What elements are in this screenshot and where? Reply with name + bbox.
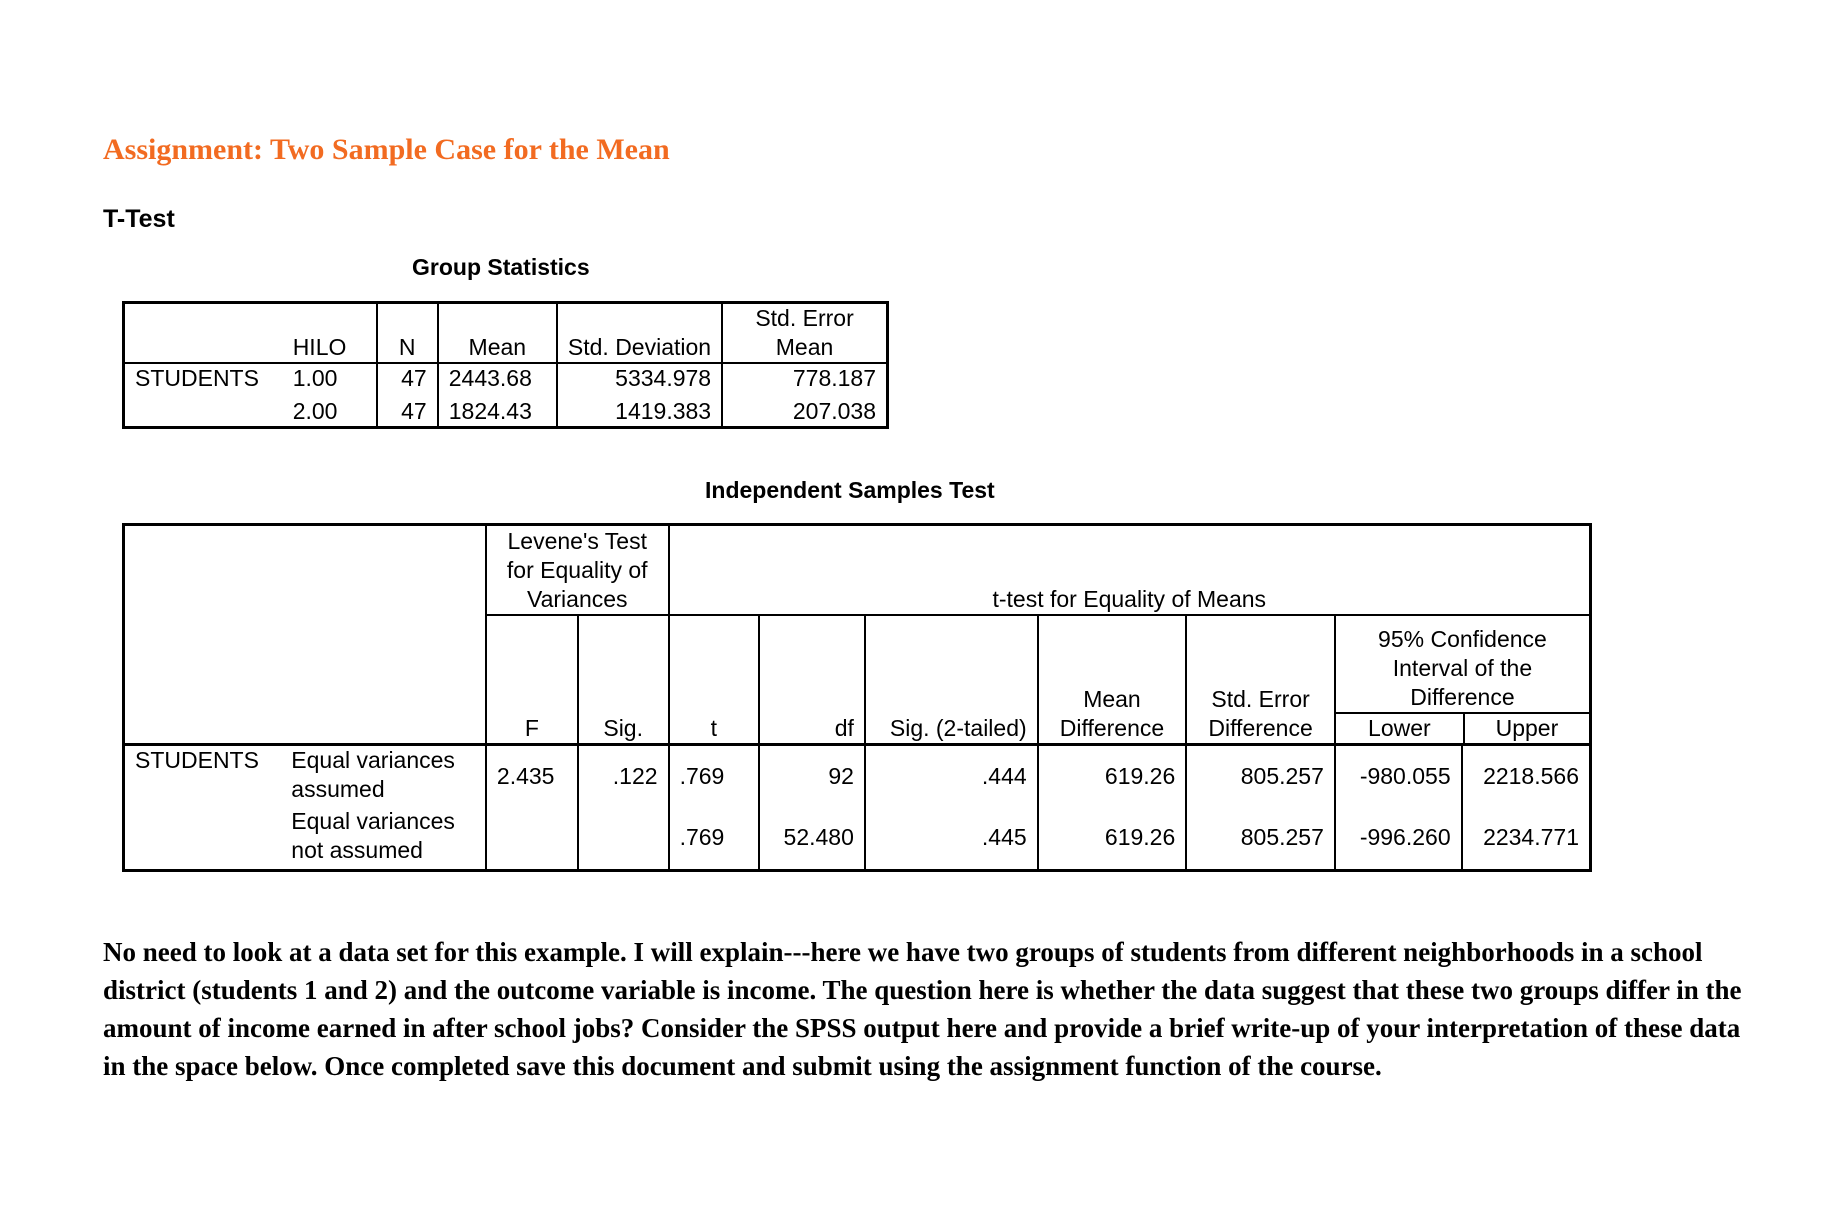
ci-lower-value: -980.055 [1335, 745, 1462, 807]
hilo-header: HILO [283, 303, 377, 364]
std-error-difference-header-line1: Std. Error [1211, 686, 1310, 712]
levene-header [486, 525, 669, 615]
std-error-difference-value: 805.257 [1186, 745, 1335, 807]
f-value: 2.435 [486, 745, 578, 807]
group-stats-header-row [124, 303, 888, 364]
group-statistics-caption: Group Statistics [412, 254, 590, 280]
n-header: N [377, 303, 438, 364]
indep-header-row-1 [124, 525, 1591, 615]
confidence-interval-header [1335, 615, 1591, 745]
df-value: 52.480 [759, 807, 865, 871]
std-error-mean-header [722, 303, 887, 364]
std-error-mean-value: 207.038 [722, 393, 887, 427]
t-header: t [669, 615, 760, 745]
ci-header-line1: 95% Confidence [1378, 626, 1547, 652]
indep-header-row-2 [124, 615, 1591, 745]
mean-value: 2443.68 [438, 363, 557, 393]
df-header: df [759, 615, 865, 745]
n-value: 47 [377, 363, 438, 393]
group-value: 2.00 [292, 397, 338, 424]
table-row [124, 807, 1591, 871]
mean-difference-header-line2: Difference [1059, 715, 1165, 741]
mean-difference-value: 619.26 [1038, 807, 1187, 871]
table-row [124, 363, 888, 393]
levene-header-line2: for Equality of [506, 556, 648, 583]
equal-variances-not-assumed-label [281, 807, 486, 871]
ci-upper-value: 2218.566 [1462, 745, 1591, 807]
df-value: 92 [759, 745, 865, 807]
ttest-heading: T-Test [103, 205, 175, 233]
mean-value: 1824.43 [438, 393, 557, 427]
ci-header-line3: Difference [1336, 683, 1589, 714]
sig-2-tailed-header: Sig. (2-tailed) [865, 615, 1038, 745]
sig-value: .122 [578, 745, 669, 807]
std-deviation-value: 1419.383 [557, 393, 722, 427]
independent-samples-caption: Independent Samples Test [705, 477, 995, 503]
std-error-mean-header-line2: Mean [775, 334, 834, 360]
group-value: 1.00 [292, 365, 338, 391]
t-value: .769 [669, 745, 760, 807]
sig-value-empty [578, 807, 669, 871]
sig-2-tailed-value: .444 [865, 745, 1038, 807]
n-value: 47 [377, 393, 438, 427]
f-value-empty [486, 807, 578, 871]
lower-header: Lower [1368, 715, 1431, 741]
students-row-label: STUDENTS [135, 365, 259, 391]
mean-difference-header [1038, 615, 1187, 745]
mean-difference-header-line1: Mean [1083, 686, 1141, 712]
assignment-title: Assignment: Two Sample Case for the Mean [103, 133, 670, 166]
std-error-mean-header-line1: Std. Error [755, 305, 854, 331]
mean-difference-value: 619.26 [1038, 745, 1187, 807]
sig-2-tailed-value: .445 [865, 807, 1038, 871]
instructions-paragraph: No need to look at a data set for this example. I will explain---here we have two groups of students from different neighborhoods in a school district (students 1 and 2) and the outcome variable is income. The question here is whether the data suggest that these two groups differ in the amount of income earned in after school jobs? Consider the SPSS output here and provide a brief write-up of your interpretation of these data in the space below. Once completed save this document and submit using the assignment function of the course. [103, 937, 1742, 1081]
std-deviation-value: 5334.978 [557, 363, 722, 393]
independent-samples-table [122, 523, 1592, 872]
std-deviation-header: Std. Deviation [557, 303, 722, 364]
students-row-label: STUDENTS [135, 747, 259, 773]
std-error-difference-value: 805.257 [1186, 807, 1335, 871]
ttest-equality-header: t-test for Equality of Means [669, 525, 1591, 615]
std-error-mean-value: 778.187 [722, 363, 887, 393]
row-label-line2: assumed [291, 776, 385, 802]
std-error-difference-header-line2: Difference [1208, 715, 1313, 741]
ci-lower-value: -996.260 [1335, 807, 1462, 871]
upper-header: Upper [1463, 714, 1589, 743]
mean-header: Mean [438, 303, 557, 364]
t-value: .769 [669, 807, 760, 871]
sig-header: Sig. [578, 615, 669, 745]
table-row [124, 393, 888, 427]
equal-variances-assumed-label [281, 745, 486, 807]
row-label-line1: Equal variances [291, 747, 455, 773]
row-label-line1: Equal variances [291, 807, 455, 834]
levene-header-line3: Variances [526, 585, 628, 612]
ci-upper-value: 2234.771 [1462, 807, 1591, 871]
levene-header-line1: Levene's Test [507, 527, 647, 554]
f-header: F [486, 615, 578, 745]
table-row [124, 745, 1591, 807]
ci-header-line2: Interval of the [1392, 655, 1533, 681]
row-label-line2: not assumed [291, 836, 423, 863]
group-statistics-table [122, 301, 889, 429]
std-error-difference-header [1186, 615, 1335, 745]
